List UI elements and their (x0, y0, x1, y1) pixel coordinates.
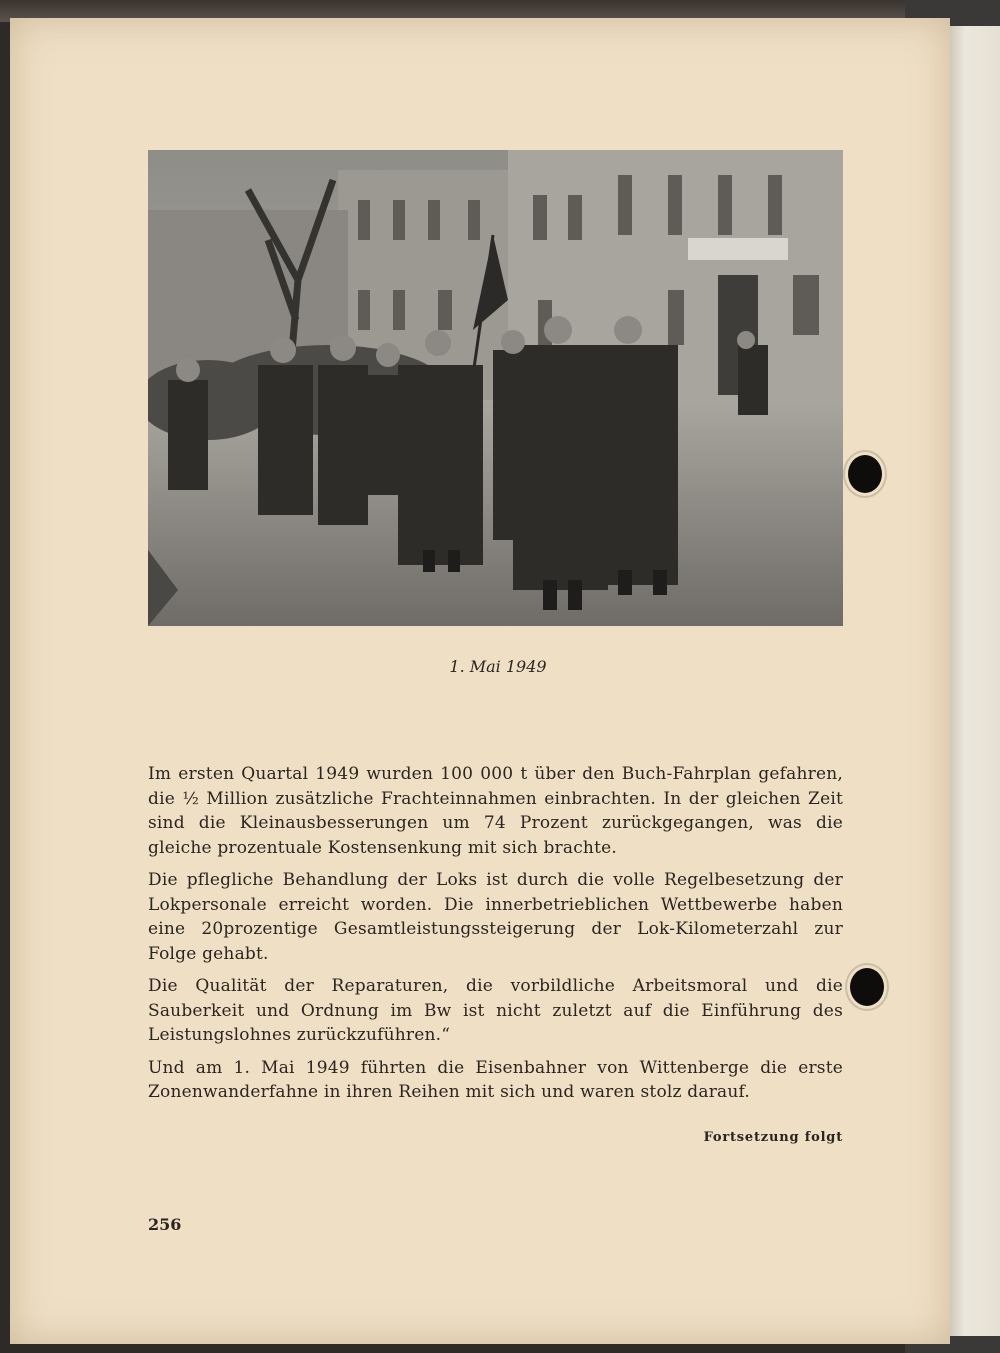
paragraph: Die Qualität der Reparaturen, die vorbildliche Arbeitsmoral und die Sauberkeit und Ordnung im Bw ist nicht zuletzt auf die Einführung des Leistungslohnes zurückzuführen.“ (148, 976, 843, 1045)
body-text (148, 762, 843, 1113)
punch-hole (850, 968, 884, 1006)
paragraph: Im ersten Quartal 1949 wurden 100 000 t über den Buch-Fahrplan gefahren, die ½ Million zusätzliche Frachteinnahmen einbrachten. In der gleichen Zeit sind die Kleinausbesserungen um 74 Prozent zurückgegangen, was die gleiche prozentuale Kostensenkung mit sich brachte. (148, 764, 843, 858)
photo-caption: 1. Mai 1949 (449, 657, 547, 676)
page-number: 256 (148, 1215, 182, 1234)
adjacent-page-edge (950, 26, 1000, 1336)
punch-hole (848, 455, 882, 493)
continued-note: Fortsetzung folgt (703, 1130, 843, 1145)
may-day-photo (148, 150, 843, 626)
paragraph: Die pflegliche Behandlung der Loks ist durch die volle Regelbesetzung der Lokpersonale erreicht worden. Die innerbetrieblichen Wettbewerbe haben eine 20prozentige Gesamtleistungssteigerung der Lok-Kilometerzahl zur Folge gehabt. (148, 870, 843, 964)
paragraph: Und am 1. Mai 1949 führten die Eisenbahner von Wittenberge die erste Zonenwanderfahne in ihren Reihen mit sich und waren stolz darauf. (148, 1057, 843, 1102)
